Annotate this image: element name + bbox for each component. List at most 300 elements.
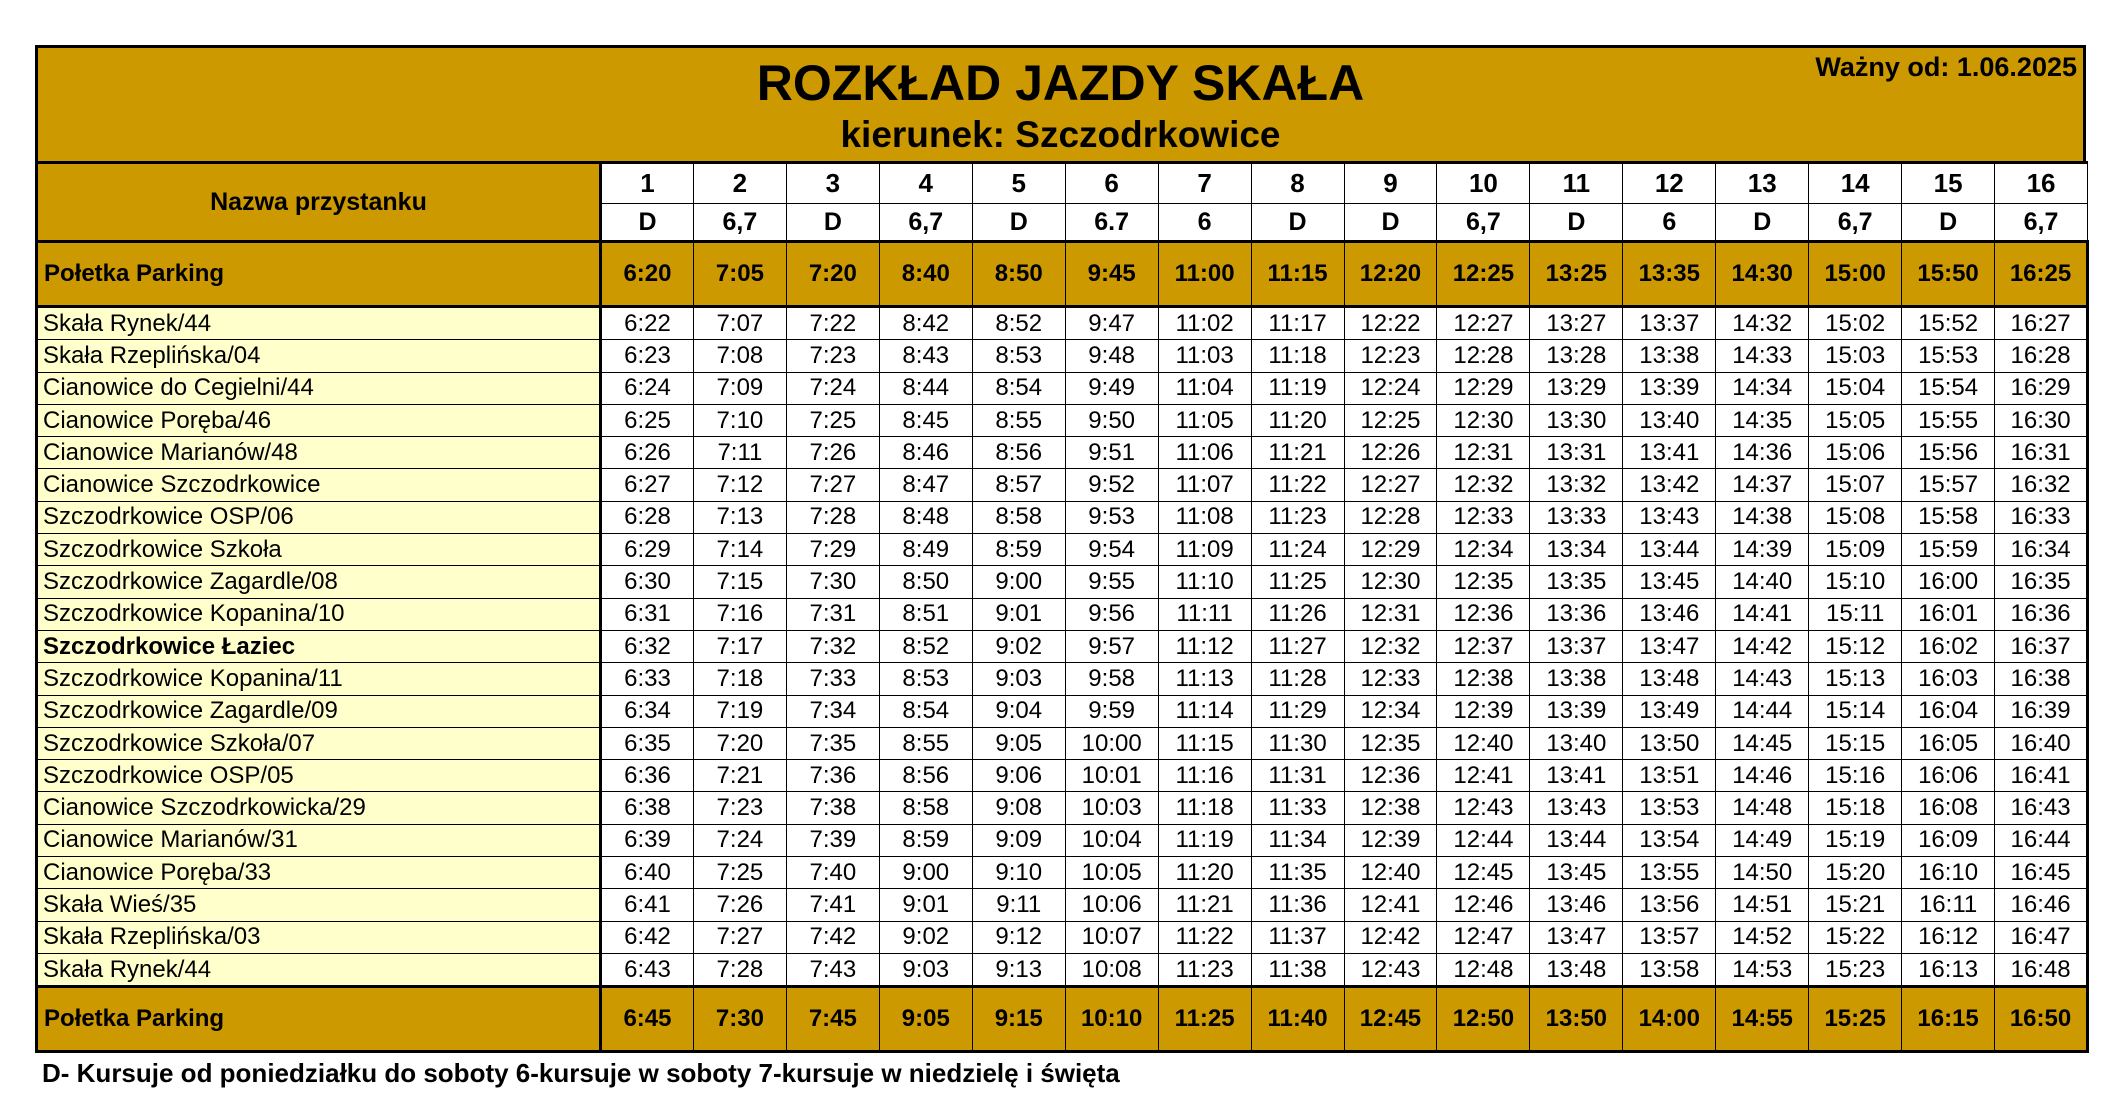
departure-time: 16:15	[1902, 987, 1995, 1052]
departure-time: 6:28	[601, 501, 694, 533]
departure-time: 6:34	[601, 695, 694, 727]
departure-time: 6:22	[601, 307, 694, 340]
departure-time: 7:17	[693, 630, 786, 662]
departure-time: 14:41	[1716, 598, 1809, 630]
departure-time: 14:55	[1716, 987, 1809, 1052]
departure-time: 10:04	[1065, 824, 1158, 856]
departure-time: 14:43	[1716, 663, 1809, 695]
departure-time: 15:59	[1902, 534, 1995, 566]
departure-time: 15:15	[1809, 727, 1902, 759]
stop-name: Cianowice Poręba/46	[37, 404, 601, 436]
stop-name: Szczodrkowice OSP/06	[37, 501, 601, 533]
departure-time: 13:38	[1530, 663, 1623, 695]
stop-row	[37, 501, 2088, 533]
departure-time: 12:35	[1437, 566, 1530, 598]
course-days: D	[1251, 204, 1344, 242]
departure-time: 16:28	[1995, 340, 2088, 372]
course-days: 6,7	[1809, 204, 1902, 242]
departure-time: 15:56	[1902, 437, 1995, 469]
departure-time: 15:12	[1809, 630, 1902, 662]
stop-name: Skała Wieś/35	[37, 889, 601, 921]
departure-time: 12:41	[1437, 760, 1530, 792]
departure-time: 12:35	[1344, 727, 1437, 759]
stop-row	[37, 921, 2088, 953]
course-number: 2	[693, 163, 786, 204]
departure-time: 16:10	[1902, 857, 1995, 889]
departure-time: 12:46	[1437, 889, 1530, 921]
departure-time: 13:47	[1530, 921, 1623, 953]
departure-time: 11:15	[1251, 242, 1344, 307]
departure-time: 12:32	[1437, 469, 1530, 501]
departure-time: 9:58	[1065, 663, 1158, 695]
direction-subtitle: kierunek: Szczodrkowice	[840, 114, 1281, 155]
departure-time: 12:43	[1437, 792, 1530, 824]
stop-name: Cianowice do Cegielni/44	[37, 372, 601, 404]
departure-time: 6:38	[601, 792, 694, 824]
departure-time: 16:36	[1995, 598, 2088, 630]
departure-time: 6:29	[601, 534, 694, 566]
departure-time: 8:56	[879, 760, 972, 792]
departure-time: 16:03	[1902, 663, 1995, 695]
departure-time: 7:41	[786, 889, 879, 921]
departure-time: 13:31	[1530, 437, 1623, 469]
departure-time: 15:57	[1902, 469, 1995, 501]
departure-time: 8:51	[879, 598, 972, 630]
departure-time: 7:18	[693, 663, 786, 695]
stop-row	[37, 534, 2088, 566]
departure-time: 11:31	[1251, 760, 1344, 792]
course-number-row	[37, 163, 2088, 204]
departure-time: 10:00	[1065, 727, 1158, 759]
departure-time: 11:28	[1251, 663, 1344, 695]
departure-time: 6:35	[601, 727, 694, 759]
timetable-table	[35, 161, 2089, 1053]
departure-time: 11:20	[1158, 857, 1251, 889]
departure-time: 13:57	[1623, 921, 1716, 953]
departure-time: 9:48	[1065, 340, 1158, 372]
departure-time: 15:09	[1809, 534, 1902, 566]
course-number: 6	[1065, 163, 1158, 204]
departure-time: 12:40	[1437, 727, 1530, 759]
departure-time: 15:58	[1902, 501, 1995, 533]
departure-time: 9:12	[972, 921, 1065, 953]
departure-time: 14:44	[1716, 695, 1809, 727]
departure-time: 16:50	[1995, 987, 2088, 1052]
departure-time: 8:56	[972, 437, 1065, 469]
departure-time: 7:40	[786, 857, 879, 889]
departure-time: 12:25	[1344, 404, 1437, 436]
departure-time: 8:44	[879, 372, 972, 404]
course-number: 14	[1809, 163, 1902, 204]
departure-time: 13:41	[1530, 760, 1623, 792]
departure-time: 16:46	[1995, 889, 2088, 921]
departure-time: 7:19	[693, 695, 786, 727]
departure-time: 15:05	[1809, 404, 1902, 436]
course-days: 6.7	[1065, 204, 1158, 242]
departure-time: 16:27	[1995, 307, 2088, 340]
departure-time: 14:30	[1716, 242, 1809, 307]
course-days: 6,7	[693, 204, 786, 242]
course-number: 4	[879, 163, 972, 204]
departure-time: 7:12	[693, 469, 786, 501]
departure-time: 11:19	[1158, 824, 1251, 856]
stop-name: Szczodrkowice Kopanina/10	[37, 598, 601, 630]
departure-time: 11:22	[1158, 921, 1251, 953]
departure-time: 9:03	[879, 953, 972, 986]
departure-time: 9:56	[1065, 598, 1158, 630]
departure-time: 15:00	[1809, 242, 1902, 307]
departure-time: 13:54	[1623, 824, 1716, 856]
departure-time: 11:24	[1251, 534, 1344, 566]
departure-time: 7:20	[786, 242, 879, 307]
departure-time: 15:08	[1809, 501, 1902, 533]
departure-time: 7:07	[693, 307, 786, 340]
stop-row	[37, 566, 2088, 598]
departure-time: 8:59	[972, 534, 1065, 566]
departure-time: 7:13	[693, 501, 786, 533]
departure-time: 11:35	[1251, 857, 1344, 889]
departure-time: 12:28	[1437, 340, 1530, 372]
departure-time: 6:41	[601, 889, 694, 921]
departure-time: 12:41	[1344, 889, 1437, 921]
departure-time: 9:51	[1065, 437, 1158, 469]
departure-time: 9:52	[1065, 469, 1158, 501]
departure-time: 8:59	[879, 824, 972, 856]
departure-time: 16:35	[1995, 566, 2088, 598]
stop-row	[37, 663, 2088, 695]
departure-time: 13:39	[1530, 695, 1623, 727]
departure-time: 14:00	[1623, 987, 1716, 1052]
departure-time: 6:42	[601, 921, 694, 953]
departure-time: 9:01	[879, 889, 972, 921]
stop-row	[37, 695, 2088, 727]
departure-time: 13:51	[1623, 760, 1716, 792]
departure-time: 11:34	[1251, 824, 1344, 856]
departure-time: 6:32	[601, 630, 694, 662]
departure-time: 7:45	[786, 987, 879, 1052]
departure-time: 13:35	[1530, 566, 1623, 598]
departure-time: 6:39	[601, 824, 694, 856]
departure-time: 7:23	[693, 792, 786, 824]
departure-time: 12:30	[1344, 566, 1437, 598]
stop-row	[37, 630, 2088, 662]
departure-time: 11:08	[1158, 501, 1251, 533]
departure-time: 7:08	[693, 340, 786, 372]
departure-time: 13:25	[1530, 242, 1623, 307]
departure-time: 7:15	[693, 566, 786, 598]
departure-time: 12:34	[1437, 534, 1530, 566]
departure-time: 11:00	[1158, 242, 1251, 307]
course-days: D	[1902, 204, 1995, 242]
departure-time: 16:45	[1995, 857, 2088, 889]
departure-time: 7:42	[786, 921, 879, 953]
departure-time: 16:31	[1995, 437, 2088, 469]
departure-time: 16:09	[1902, 824, 1995, 856]
course-days: 6,7	[879, 204, 972, 242]
departure-time: 10:08	[1065, 953, 1158, 986]
departure-time: 15:22	[1809, 921, 1902, 953]
departure-time: 6:40	[601, 857, 694, 889]
departure-time: 13:43	[1623, 501, 1716, 533]
departure-time: 7:36	[786, 760, 879, 792]
departure-time: 9:59	[1065, 695, 1158, 727]
departure-time: 13:33	[1530, 501, 1623, 533]
departure-time: 16:43	[1995, 792, 2088, 824]
departure-time: 13:49	[1623, 695, 1716, 727]
departure-time: 15:18	[1809, 792, 1902, 824]
departure-time: 7:39	[786, 824, 879, 856]
departure-time: 11:21	[1158, 889, 1251, 921]
course-days: 6,7	[1437, 204, 1530, 242]
departure-time: 7:25	[786, 404, 879, 436]
departure-time: 11:12	[1158, 630, 1251, 662]
departure-time: 14:38	[1716, 501, 1809, 533]
departure-time: 16:37	[1995, 630, 2088, 662]
course-days: D	[1716, 204, 1809, 242]
course-number: 1	[601, 163, 694, 204]
departure-time: 15:13	[1809, 663, 1902, 695]
stop-row	[37, 727, 2088, 759]
departure-time: 12:20	[1344, 242, 1437, 307]
departure-time: 13:34	[1530, 534, 1623, 566]
stop-name: Szczodrkowice Zagardle/09	[37, 695, 601, 727]
stop-name: Cianowice Szczodrkowice	[37, 469, 601, 501]
departure-time: 9:06	[972, 760, 1065, 792]
stop-row	[37, 792, 2088, 824]
departure-time: 12:36	[1344, 760, 1437, 792]
departure-time: 16:11	[1902, 889, 1995, 921]
departure-time: 6:25	[601, 404, 694, 436]
course-days: 6,7	[1995, 204, 2088, 242]
departure-time: 7:35	[786, 727, 879, 759]
departure-time: 15:19	[1809, 824, 1902, 856]
departure-time: 16:34	[1995, 534, 2088, 566]
departure-time: 14:50	[1716, 857, 1809, 889]
departure-time: 7:30	[693, 987, 786, 1052]
departure-time: 7:28	[786, 501, 879, 533]
departure-time: 12:22	[1344, 307, 1437, 340]
valid-from-label: Ważny od: 1.06.2025	[1815, 52, 2077, 82]
departure-time: 9:00	[972, 566, 1065, 598]
departure-time: 13:42	[1623, 469, 1716, 501]
departure-time: 12:29	[1344, 534, 1437, 566]
departure-time: 7:27	[693, 921, 786, 953]
departure-time: 13:46	[1530, 889, 1623, 921]
departure-time: 8:54	[972, 372, 1065, 404]
departure-time: 15:14	[1809, 695, 1902, 727]
departure-time: 11:36	[1251, 889, 1344, 921]
stop-row	[37, 760, 2088, 792]
departure-time: 14:32	[1716, 307, 1809, 340]
departure-time: 13:27	[1530, 307, 1623, 340]
departure-time: 13:50	[1623, 727, 1716, 759]
departure-time: 9:47	[1065, 307, 1158, 340]
departure-time: 12:27	[1437, 307, 1530, 340]
departure-time: 12:25	[1437, 242, 1530, 307]
departure-time: 15:54	[1902, 372, 1995, 404]
timetable-header	[35, 45, 2086, 161]
departure-time: 11:21	[1251, 437, 1344, 469]
departure-time: 9:03	[972, 663, 1065, 695]
departure-time: 7:43	[786, 953, 879, 986]
departure-time: 11:19	[1251, 372, 1344, 404]
departure-time: 12:36	[1437, 598, 1530, 630]
departure-time: 16:02	[1902, 630, 1995, 662]
departure-time: 11:14	[1158, 695, 1251, 727]
departure-time: 7:26	[786, 437, 879, 469]
departure-time: 16:32	[1995, 469, 2088, 501]
departure-time: 9:50	[1065, 404, 1158, 436]
departure-time: 11:13	[1158, 663, 1251, 695]
departure-time: 16:41	[1995, 760, 2088, 792]
departure-time: 7:14	[693, 534, 786, 566]
course-number: 15	[1902, 163, 1995, 204]
departure-time: 6:33	[601, 663, 694, 695]
departure-time: 11:33	[1251, 792, 1344, 824]
departure-time: 13:46	[1623, 598, 1716, 630]
departure-time: 9:45	[1065, 242, 1158, 307]
departure-time: 7:29	[786, 534, 879, 566]
departure-time: 13:48	[1623, 663, 1716, 695]
departure-time: 14:51	[1716, 889, 1809, 921]
course-number: 7	[1158, 163, 1251, 204]
departure-time: 9:54	[1065, 534, 1158, 566]
departure-time: 8:47	[879, 469, 972, 501]
departure-time: 12:24	[1344, 372, 1437, 404]
departure-time: 6:26	[601, 437, 694, 469]
departure-time: 15:20	[1809, 857, 1902, 889]
departure-time: 8:49	[879, 534, 972, 566]
departure-time: 14:52	[1716, 921, 1809, 953]
departure-time: 14:45	[1716, 727, 1809, 759]
departure-time: 7:38	[786, 792, 879, 824]
departure-time: 15:25	[1809, 987, 1902, 1052]
stop-name: Połetka Parking	[37, 987, 601, 1052]
course-days: D	[601, 204, 694, 242]
stop-row	[37, 953, 2088, 986]
departure-time: 7:11	[693, 437, 786, 469]
departure-time: 7:30	[786, 566, 879, 598]
departure-time: 16:04	[1902, 695, 1995, 727]
departure-time: 7:20	[693, 727, 786, 759]
departure-time: 16:48	[1995, 953, 2088, 986]
stop-row	[37, 857, 2088, 889]
course-days: 6	[1158, 204, 1251, 242]
stop-name: Szczodrkowice Szkoła	[37, 534, 601, 566]
departure-time: 16:06	[1902, 760, 1995, 792]
departure-time: 6:20	[601, 242, 694, 307]
departure-time: 12:32	[1344, 630, 1437, 662]
departure-time: 12:45	[1344, 987, 1437, 1052]
departure-time: 11:09	[1158, 534, 1251, 566]
course-number: 8	[1251, 163, 1344, 204]
departure-time: 10:03	[1065, 792, 1158, 824]
departure-time: 15:23	[1809, 953, 1902, 986]
departure-time: 12:33	[1344, 663, 1437, 695]
departure-time: 11:18	[1158, 792, 1251, 824]
departure-time: 6:24	[601, 372, 694, 404]
departure-time: 6:43	[601, 953, 694, 986]
departure-time: 14:34	[1716, 372, 1809, 404]
departure-time: 7:24	[693, 824, 786, 856]
departure-time: 13:44	[1530, 824, 1623, 856]
departure-time: 9:55	[1065, 566, 1158, 598]
course-number: 16	[1995, 163, 2088, 204]
departure-time: 13:48	[1530, 953, 1623, 986]
departure-time: 10:10	[1065, 987, 1158, 1052]
departure-time: 7:25	[693, 857, 786, 889]
departure-time: 11:17	[1251, 307, 1344, 340]
departure-time: 14:33	[1716, 340, 1809, 372]
departure-time: 14:48	[1716, 792, 1809, 824]
departure-time: 8:55	[972, 404, 1065, 436]
departure-time: 8:53	[879, 663, 972, 695]
departure-time: 11:26	[1251, 598, 1344, 630]
departure-time: 13:30	[1530, 404, 1623, 436]
stop-row	[37, 824, 2088, 856]
departure-time: 13:32	[1530, 469, 1623, 501]
departure-time: 6:36	[601, 760, 694, 792]
departure-time: 11:40	[1251, 987, 1344, 1052]
departure-time: 11:29	[1251, 695, 1344, 727]
stop-row	[37, 340, 2088, 372]
stop-name: Cianowice Marianów/31	[37, 824, 601, 856]
departure-time: 11:16	[1158, 760, 1251, 792]
departure-time: 8:54	[879, 695, 972, 727]
course-days: D	[1344, 204, 1437, 242]
departure-time: 9:53	[1065, 501, 1158, 533]
course-days: D	[1530, 204, 1623, 242]
departure-time: 11:15	[1158, 727, 1251, 759]
departure-time: 11:02	[1158, 307, 1251, 340]
departure-time: 11:18	[1251, 340, 1344, 372]
stop-row	[37, 598, 2088, 630]
departure-time: 7:21	[693, 760, 786, 792]
stop-name: Skała Rynek/44	[37, 307, 601, 340]
departure-time: 12:30	[1437, 404, 1530, 436]
departure-time: 12:34	[1344, 695, 1437, 727]
stop-row	[37, 889, 2088, 921]
departure-time: 13:55	[1623, 857, 1716, 889]
stop-name-column-header: Nazwa przystanku	[37, 163, 601, 242]
timetable-title: ROZKŁAD JAZDY SKAŁA	[756, 55, 1365, 111]
departure-time: 16:01	[1902, 598, 1995, 630]
footnote-legend: D- Kursuje od poniedziałku do soboty 6-kursuje w soboty 7-kursuje w niedzielę i święta	[42, 1058, 1120, 1088]
departure-time: 12:39	[1344, 824, 1437, 856]
departure-time: 13:43	[1530, 792, 1623, 824]
departure-time: 11:03	[1158, 340, 1251, 372]
stop-name: Skała Rzeplińska/03	[37, 921, 601, 953]
course-days: D	[972, 204, 1065, 242]
departure-time: 15:06	[1809, 437, 1902, 469]
departure-time: 15:03	[1809, 340, 1902, 372]
departure-time: 13:44	[1623, 534, 1716, 566]
terminal-row-start	[37, 242, 2088, 307]
departure-time: 7:10	[693, 404, 786, 436]
departure-time: 14:39	[1716, 534, 1809, 566]
departure-time: 13:45	[1530, 857, 1623, 889]
departure-time: 15:07	[1809, 469, 1902, 501]
departure-time: 15:55	[1902, 404, 1995, 436]
stop-row	[37, 404, 2088, 436]
departure-time: 8:48	[879, 501, 972, 533]
terminal-row-end	[37, 987, 2088, 1052]
departure-time: 8:57	[972, 469, 1065, 501]
departure-time: 9:57	[1065, 630, 1158, 662]
departure-time: 7:16	[693, 598, 786, 630]
departure-time: 16:05	[1902, 727, 1995, 759]
course-number: 10	[1437, 163, 1530, 204]
